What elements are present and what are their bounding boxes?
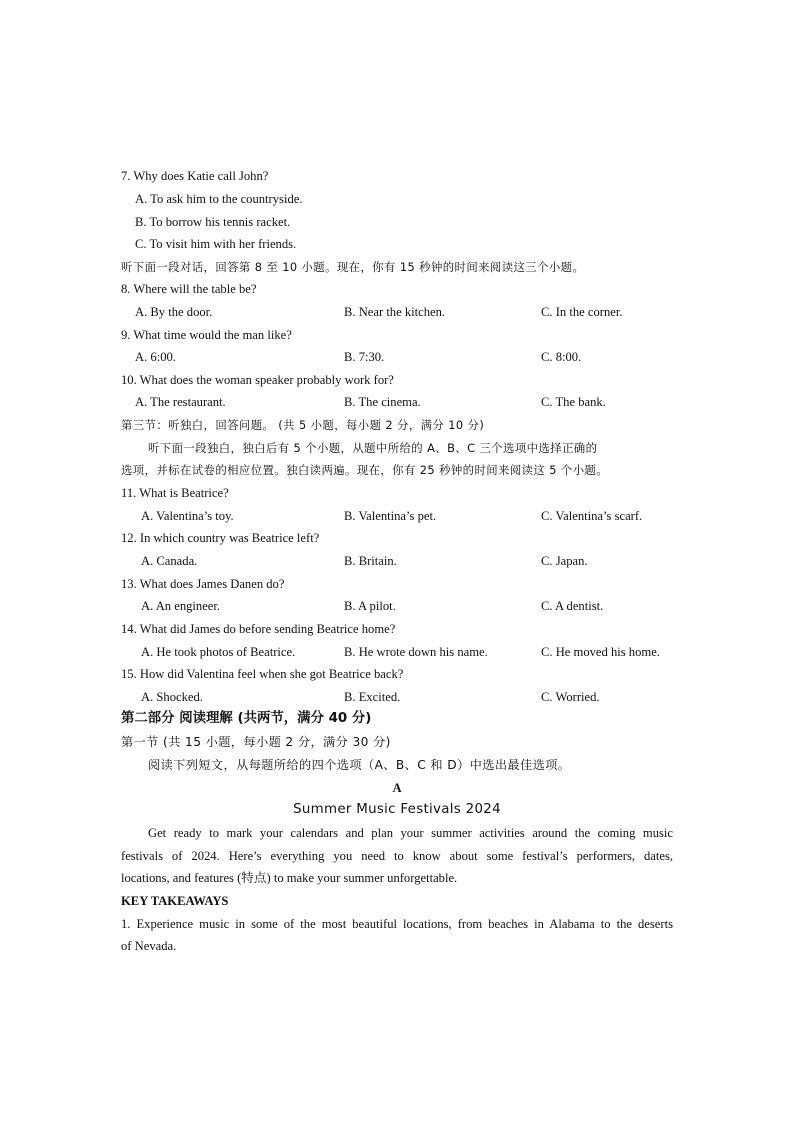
- part-2-heading: 第二部分 阅读理解 (共两节，满分 40 分): [121, 711, 372, 726]
- q11-option-a: A. Valentina’s toy.: [141, 509, 234, 523]
- q7-option-b: B. To borrow his tennis racket.: [135, 215, 291, 229]
- q12-option-c: C. Japan.: [541, 554, 588, 568]
- key-takeaway-1-line-2: of Nevada.: [121, 939, 177, 953]
- q14-option-b: B. He wrote down his name.: [344, 645, 488, 659]
- q9-option-c: C. 8:00.: [541, 350, 582, 364]
- passage-letter: A: [392, 781, 402, 795]
- q14-option-a: A. He took photos of Beatrice.: [141, 645, 296, 659]
- q13-option-b: B. A pilot.: [344, 599, 396, 613]
- q13-option-c: C. A dentist.: [541, 599, 604, 613]
- q15-option-a: A. Shocked.: [141, 690, 203, 704]
- q8-option-b: B. Near the kitchen.: [344, 305, 446, 319]
- q12-option-a: A. Canada.: [141, 554, 198, 568]
- q9-option-b: B. 7:30.: [344, 350, 385, 364]
- q8-option-a: A. By the door.: [135, 305, 213, 319]
- part-2-instruction: 阅读下列短文，从每题所给的四个选项（A、B、C 和 D）中选出最佳选项。: [148, 758, 571, 772]
- q11-option-c: C. Valentina’s scarf.: [541, 509, 643, 523]
- passage-paragraph-1-line-3: locations, and features (特点) to make your summer unforgettable.: [121, 871, 458, 885]
- question-9: 9. What time would the man like?: [121, 328, 292, 342]
- question-13: 13. What does James Danen do?: [121, 577, 285, 591]
- section-3-heading: 第三节：听独白，回答问题。 (共 5 小题，每小题 2 分，满分 10 分): [121, 418, 485, 432]
- q13-option-a: A. An engineer.: [141, 599, 221, 613]
- key-takeaway-1-line-1: 1. Experience music in some of the most beautiful locations, from beaches in Alabama to the deserts: [121, 917, 673, 931]
- q10-option-c: C. The bank.: [541, 395, 606, 409]
- q15-option-b: B. Excited.: [344, 690, 401, 704]
- q15-option-c: C. Worried.: [541, 690, 600, 704]
- question-14: 14. What did James do before sending Beatrice home?: [121, 622, 396, 636]
- part-2-section-1: 第一节 (共 15 小题，每小题 2 分，满分 30 分): [121, 735, 391, 749]
- q10-option-b: B. The cinema.: [344, 395, 421, 409]
- question-8: 8. Where will the table be?: [121, 282, 257, 296]
- question-15: 15. How did Valentina feel when she got Beatrice back?: [121, 667, 404, 681]
- q14-option-c: C. He moved his home.: [541, 645, 660, 659]
- section-3-instruction-line2: 选项，并标在试卷的相应位置。独白读两遍。现在，你有 25 秒钟的时间来阅读这 5 个小题。: [121, 463, 609, 477]
- question-10: 10. What does the woman speaker probably work for?: [121, 373, 394, 387]
- q8-option-c: C. In the corner.: [541, 305, 623, 319]
- q7-option-c: C. To visit him with her friends.: [135, 237, 297, 251]
- instruction-q8-10: 听下面一段对话，回答第 8 至 10 小题。现在，你有 15 秒钟的时间来阅读这三个小题。: [121, 260, 585, 274]
- q12-option-b: B. Britain.: [344, 554, 397, 568]
- q7-option-a: A. To ask him to the countryside.: [135, 192, 303, 206]
- question-12: 12. In which country was Beatrice left?: [121, 531, 320, 545]
- q11-option-b: B. Valentina’s pet.: [344, 509, 437, 523]
- passage-paragraph-1-line-1: Get ready to mark your calendars and plan your summer activities around the coming music: [148, 826, 673, 840]
- passage-paragraph-1-line-2: festivals of 2024. Here’s everything you need to know about some festival’s performers, dates,: [121, 849, 673, 863]
- q9-option-a: A. 6:00.: [135, 350, 176, 364]
- section-3-instruction-line1: 听下面一段独白，独白后有 5 个小题，从题中所给的 A、B、C 三个选项中选择正确的: [148, 441, 598, 455]
- key-takeaways-heading: KEY TAKEAWAYS: [121, 894, 229, 908]
- question-11: 11. What is Beatrice?: [121, 486, 229, 500]
- passage-title: Summer Music Festivals 2024: [293, 802, 501, 817]
- question-7: 7. Why does Katie call John?: [121, 169, 269, 183]
- q10-option-a: A. The restaurant.: [135, 395, 226, 409]
